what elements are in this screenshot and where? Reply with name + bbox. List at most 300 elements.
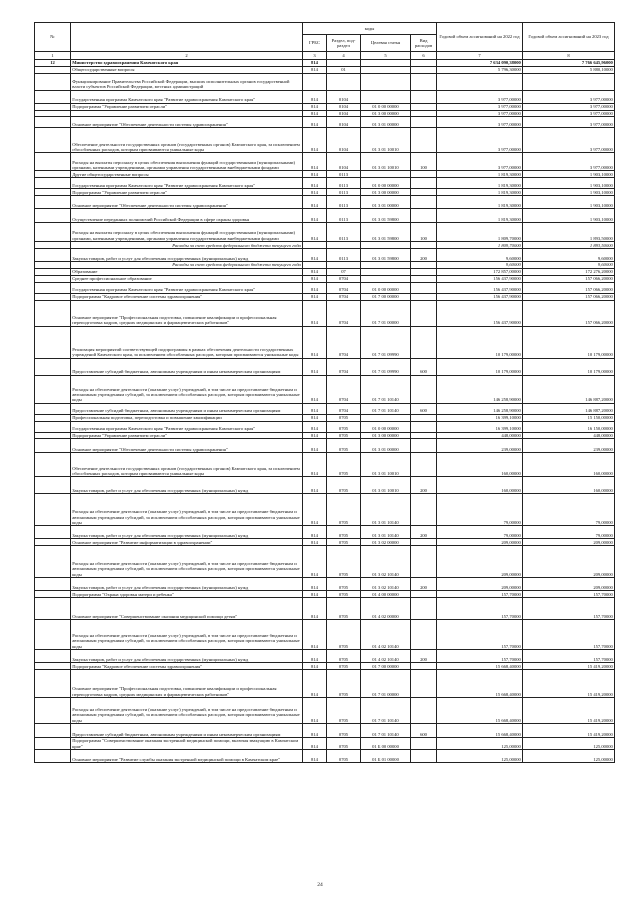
cell-celevaya: 01 3 01 10140	[361, 526, 411, 539]
cell-celevaya: 01 3 01 10140	[361, 494, 411, 526]
cell-vid	[411, 269, 437, 276]
cell-grbs: 814	[303, 414, 327, 421]
cell-vid: 200	[411, 249, 437, 262]
cell-no	[35, 223, 71, 242]
cell-no	[35, 326, 71, 358]
cell-sum-2022: 15 668,40000	[437, 698, 523, 724]
cell-sum-2022: 448,00000	[437, 432, 523, 439]
cell-celevaya: 01 7 01 10140	[361, 724, 411, 738]
cell-razdel: 0704	[327, 282, 361, 293]
header-index: 3	[303, 52, 327, 60]
cell-grbs: 814	[303, 591, 327, 598]
cell-name: Закупка товаров, работ и услуг для обеспечения государственных (муниципальных) нужд	[71, 650, 303, 663]
cell-sum-2023: 125,00000	[523, 750, 615, 763]
cell-no: 12	[35, 59, 71, 66]
cell-vid	[411, 698, 437, 724]
cell-sum-2022: 3 977,00000	[437, 103, 523, 110]
cell-no	[35, 282, 71, 293]
cell-celevaya: 01 4 02 10140	[361, 620, 411, 650]
cell-vid	[411, 620, 437, 650]
table-row	[35, 403, 615, 414]
cell-celevaya: 01 4 02 00000	[361, 598, 411, 620]
cell-sum-2023: 79,00000	[523, 494, 615, 526]
cell-sum-2022: 157,70000	[437, 598, 523, 620]
table-header	[35, 23, 615, 60]
cell-no	[35, 539, 71, 546]
table-row	[35, 275, 615, 282]
table-row	[35, 326, 615, 358]
table-row	[35, 90, 615, 103]
cell-no	[35, 375, 71, 403]
header-grbs: ГРБС	[303, 34, 327, 52]
cell-vid	[411, 439, 437, 453]
cell-name: Общегосударственные вопросы	[71, 66, 303, 73]
cell-sum-2022	[437, 73, 523, 90]
cell-vid	[411, 196, 437, 209]
cell-grbs: 814	[303, 209, 327, 223]
cell-sum-2023: 3 977,00000	[523, 110, 615, 117]
cell-grbs: 814	[303, 546, 327, 578]
cell-celevaya	[361, 66, 411, 73]
table-row	[35, 171, 615, 178]
cell-no	[35, 414, 71, 421]
cell-grbs: 814	[303, 275, 327, 282]
cell-name: Среднее профессиональное образование	[71, 275, 303, 282]
cell-sum-2022: 3 977,00000	[437, 110, 523, 117]
cell-vid	[411, 209, 437, 223]
cell-vid: 200	[411, 578, 437, 591]
cell-vid	[411, 282, 437, 293]
cell-sum-2022: 157,70000	[437, 591, 523, 598]
cell-razdel: 0704	[327, 403, 361, 414]
cell-celevaya: 01 7 00 00000	[361, 293, 411, 300]
cell-sum-2023: 10 179,00000	[523, 358, 615, 375]
cell-razdel: 0705	[327, 414, 361, 421]
cell-grbs: 814	[303, 103, 327, 110]
cell-razdel: 0705	[327, 724, 361, 738]
cell-name: Расходы за счет средств федерального бюджета текущего года	[71, 262, 303, 269]
cell-name: Государственная программа Камчатского края "Развитие здравоохранения Камчатского края"	[71, 90, 303, 103]
cell-celevaya: 01 3 01 00000	[361, 439, 411, 453]
cell-name: Расходы на обеспечение деятельности (оказание услуг) учреждений, в том числе на предоставление бюджетным и автономным учреждениям субсидий, за исключением обособленных расходов, которым присваиваются уникальные коды	[71, 620, 303, 650]
cell-celevaya: 01 Б 01 00000	[361, 750, 411, 763]
cell-sum-2022: 157,70000	[437, 650, 523, 663]
cell-sum-2023: 160,00000	[523, 477, 615, 494]
cell-grbs: 814	[303, 477, 327, 494]
cell-vid: 600	[411, 724, 437, 738]
cell-vid	[411, 171, 437, 178]
cell-razdel: 01	[327, 66, 361, 73]
cell-vid	[411, 117, 437, 128]
cell-sum-2023: 3 977,00000	[523, 117, 615, 128]
cell-razdel: 0113	[327, 189, 361, 196]
cell-sum-2023: 15 419,20000	[523, 724, 615, 738]
cell-razdel: 0113	[327, 223, 361, 242]
cell-no	[35, 526, 71, 539]
header-sum-2022: Годовой объем ассигнований на 2022 год	[437, 23, 523, 52]
cell-razdel: 0705	[327, 432, 361, 439]
table-row	[35, 110, 615, 117]
cell-celevaya: 01 3 02 10140	[361, 578, 411, 591]
cell-razdel: 0113	[327, 209, 361, 223]
cell-sum-2022: 146 258,90000	[437, 403, 523, 414]
cell-no	[35, 90, 71, 103]
cell-razdel: 0705	[327, 421, 361, 432]
cell-razdel: 0704	[327, 300, 361, 326]
cell-sum-2023: 15 150,00000	[523, 414, 615, 421]
cell-sum-2023: 7 766 645,96000	[523, 59, 615, 66]
cell-grbs: 814	[303, 249, 327, 262]
cell-no	[35, 128, 71, 153]
cell-vid: 200	[411, 477, 437, 494]
cell-razdel: 0705	[327, 670, 361, 698]
cell-sum-2022: 79,00000	[437, 494, 523, 526]
table-row	[35, 300, 615, 326]
cell-sum-2022: 172 857,00000	[437, 269, 523, 276]
cell-grbs: 814	[303, 178, 327, 189]
cell-no	[35, 738, 71, 750]
cell-name: Основное мероприятие "Совершенствование оказания медицинской помощи детям"	[71, 598, 303, 620]
table-row	[35, 494, 615, 526]
cell-sum-2022: 79,00000	[437, 526, 523, 539]
cell-sum-2022: 5 796,30000	[437, 66, 523, 73]
cell-grbs: 814	[303, 153, 327, 171]
cell-sum-2022: 239,00000	[437, 439, 523, 453]
cell-sum-2022: 209,00000	[437, 578, 523, 591]
table-row	[35, 453, 615, 477]
cell-no	[35, 73, 71, 90]
cell-vid	[411, 663, 437, 670]
cell-vid	[411, 670, 437, 698]
cell-vid	[411, 432, 437, 439]
cell-vid	[411, 598, 437, 620]
table-row	[35, 189, 615, 196]
cell-sum-2023: 146 887,20000	[523, 403, 615, 414]
cell-sum-2023: 1 903,10000	[523, 196, 615, 209]
cell-vid	[411, 73, 437, 90]
cell-sum-2023: 1 893,50000	[523, 242, 615, 249]
cell-no	[35, 650, 71, 663]
cell-name: Государственная программа Камчатского края "Развитие здравоохранения Камчатского края"	[71, 178, 303, 189]
cell-sum-2023: 157 066,20000	[523, 293, 615, 300]
table-row	[35, 196, 615, 209]
table-row	[35, 421, 615, 432]
cell-sum-2023: 157,70000	[523, 591, 615, 598]
cell-grbs: 814	[303, 110, 327, 117]
table-row	[35, 66, 615, 73]
table-row	[35, 432, 615, 439]
cell-razdel: 0104	[327, 117, 361, 128]
cell-sum-2023: 157 066,20000	[523, 300, 615, 326]
cell-razdel: 0113	[327, 178, 361, 189]
table-row	[35, 153, 615, 171]
cell-sum-2022: 1 819,30000	[437, 171, 523, 178]
header-index: 4	[327, 52, 361, 60]
cell-no	[35, 591, 71, 598]
cell-razdel: 0705	[327, 698, 361, 724]
cell-no	[35, 242, 71, 249]
table-row	[35, 269, 615, 276]
cell-celevaya: 01 Б 00 00000	[361, 738, 411, 750]
cell-name: Основное мероприятие "Развитие службы оказания экстренной медицинской помощи в Камчатском крае"	[71, 750, 303, 763]
cell-grbs: 814	[303, 117, 327, 128]
cell-sum-2023: 157 066,20000	[523, 275, 615, 282]
table-row	[35, 128, 615, 153]
header-index: 5	[361, 52, 411, 60]
cell-sum-2022: 10 179,00000	[437, 326, 523, 358]
cell-vid	[411, 103, 437, 110]
cell-vid: 100	[411, 153, 437, 171]
cell-name: Расходы на обеспечение деятельности (оказание услуг) учреждений, в том числе на предоставление бюджетным и автономным учреждениям субсидий, за исключением обособленных расходов, которым присваиваются уникальные коды	[71, 494, 303, 526]
table-row	[35, 620, 615, 650]
cell-celevaya: 01 3 02 00000	[361, 539, 411, 546]
cell-sum-2023: 1 903,10000	[523, 189, 615, 196]
cell-celevaya: 01 7 01 09990	[361, 326, 411, 358]
cell-grbs: 814	[303, 738, 327, 750]
cell-celevaya	[361, 73, 411, 90]
cell-sum-2023: 15 419,20000	[523, 663, 615, 670]
cell-sum-2022: 156 437,90000	[437, 300, 523, 326]
cell-celevaya: 01 4 00 00000	[361, 591, 411, 598]
cell-razdel: 0705	[327, 738, 361, 750]
cell-razdel	[327, 73, 361, 90]
cell-vid	[411, 242, 437, 249]
header-index: 6	[411, 52, 437, 60]
cell-razdel: 0705	[327, 578, 361, 591]
cell-sum-2022: 3 977,00000	[437, 128, 523, 153]
cell-name: Предоставление субсидий бюджетным, автономным учреждениям и иным некоммерческим организациям	[71, 358, 303, 375]
cell-name: Закупка товаров, работ и услуг для обеспечения государственных (муниципальных) нужд	[71, 249, 303, 262]
cell-sum-2023: 125,00000	[523, 738, 615, 750]
header-index: 2	[71, 52, 303, 60]
cell-sum-2022: 156 437,90000	[437, 275, 523, 282]
cell-razdel: 0704	[327, 358, 361, 375]
cell-name: Расходы на выплаты персоналу в целях обеспечения выполнения функций государственными (муниципальными) органами, казенными учреждениями, органами управления государственными внебюджетными фондами	[71, 153, 303, 171]
header-index: 1	[35, 52, 71, 60]
cell-celevaya: 01 3 01 10010	[361, 128, 411, 153]
table-row	[35, 663, 615, 670]
cell-vid	[411, 189, 437, 196]
cell-sum-2023: 146 887,20000	[523, 375, 615, 403]
cell-grbs: 814	[303, 724, 327, 738]
cell-celevaya: 01 3 01 59800	[361, 249, 411, 262]
cell-no	[35, 196, 71, 209]
header-celevaya: Целевая статья	[361, 34, 411, 52]
cell-vid	[411, 453, 437, 477]
cell-vid	[411, 414, 437, 421]
cell-vid	[411, 128, 437, 153]
cell-name: Основное мероприятие "Обеспечение деятельности системы здравоохранения"	[71, 439, 303, 453]
cell-sum-2023: 10 179,00000	[523, 326, 615, 358]
cell-sum-2023: 157,70000	[523, 620, 615, 650]
cell-vid	[411, 275, 437, 282]
cell-celevaya	[361, 262, 411, 269]
table-row	[35, 375, 615, 403]
cell-celevaya: 01 3 01 10010	[361, 453, 411, 477]
cell-sum-2022: 3 977,00000	[437, 117, 523, 128]
table-row	[35, 414, 615, 421]
cell-razdel: 0704	[327, 275, 361, 282]
cell-sum-2022: 15 668,40000	[437, 663, 523, 670]
page-number: 24	[317, 882, 323, 888]
cell-vid	[411, 300, 437, 326]
table-row	[35, 539, 615, 546]
cell-sum-2022: 1 819,30000	[437, 178, 523, 189]
table-row	[35, 650, 615, 663]
cell-sum-2023: 209,00000	[523, 578, 615, 591]
cell-celevaya	[361, 171, 411, 178]
cell-name: Закупка товаров, работ и услуг для обеспечения государственных (муниципальных) нужд	[71, 578, 303, 591]
cell-razdel: 0705	[327, 494, 361, 526]
cell-sum-2023: 3 977,00000	[523, 153, 615, 171]
cell-vid	[411, 591, 437, 598]
cell-celevaya: 01 7 01 10140	[361, 698, 411, 724]
cell-no	[35, 153, 71, 171]
cell-grbs: 814	[303, 326, 327, 358]
cell-celevaya: 01 0 00 00000	[361, 103, 411, 110]
cell-no	[35, 262, 71, 269]
cell-sum-2022: 1 819,30000	[437, 209, 523, 223]
cell-name	[71, 110, 303, 117]
cell-grbs: 814	[303, 269, 327, 276]
cell-no	[35, 189, 71, 196]
table-row	[35, 59, 615, 66]
cell-celevaya: 01 3 01 59800	[361, 223, 411, 242]
cell-sum-2022: 15 668,40000	[437, 670, 523, 698]
cell-name: Подпрограмма "Кадровое обеспечение системы здравоохранения"	[71, 293, 303, 300]
cell-razdel: 0104	[327, 103, 361, 110]
cell-sum-2022: 209,00000	[437, 546, 523, 578]
cell-razdel: 0705	[327, 439, 361, 453]
cell-vid	[411, 262, 437, 269]
cell-no	[35, 670, 71, 698]
cell-grbs: 814	[303, 650, 327, 663]
cell-no	[35, 403, 71, 414]
cell-sum-2023: 3 977,00000	[523, 103, 615, 110]
cell-no	[35, 663, 71, 670]
cell-no	[35, 171, 71, 178]
cell-no	[35, 358, 71, 375]
cell-name: Государственная программа Камчатского края "Развитие здравоохранения Камчатского края"	[71, 421, 303, 432]
table-row	[35, 103, 615, 110]
table-row	[35, 738, 615, 750]
cell-no	[35, 598, 71, 620]
cell-sum-2022: 7 634 090,38000	[437, 59, 523, 66]
cell-celevaya: 01 3 01 59800	[361, 209, 411, 223]
cell-name: Функционирование Правительства Российской Федерации, высших исполнительных органов государственной власти субъектов Российской Федерации, местных администраций	[71, 73, 303, 90]
cell-sum-2023: 15 419,20000	[523, 698, 615, 724]
cell-sum-2023: 5 880,10000	[523, 66, 615, 73]
cell-sum-2023: 172 276,20000	[523, 269, 615, 276]
cell-sum-2022: 9,60000	[437, 262, 523, 269]
cell-grbs: 814	[303, 432, 327, 439]
cell-grbs: 814	[303, 223, 327, 242]
cell-grbs: 814	[303, 358, 327, 375]
table-row	[35, 242, 615, 249]
cell-vid	[411, 375, 437, 403]
budget-table	[34, 22, 615, 763]
cell-sum-2023: 9,60000	[523, 262, 615, 269]
cell-sum-2023: 448,00000	[523, 432, 615, 439]
cell-no	[35, 477, 71, 494]
cell-sum-2022: 146 258,90000	[437, 375, 523, 403]
cell-no	[35, 293, 71, 300]
cell-grbs: 814	[303, 578, 327, 591]
cell-name: Другие общегосударственные вопросы	[71, 171, 303, 178]
cell-name: Обеспечение деятельности государственных органов (государственных органов) Камчатского края, за исключением обособленных расходов, которым присваиваются уникальные коды	[71, 128, 303, 153]
cell-razdel: 0104	[327, 110, 361, 117]
cell-no	[35, 750, 71, 763]
cell-grbs: 814	[303, 171, 327, 178]
table-row	[35, 477, 615, 494]
cell-celevaya: 01 4 02 10140	[361, 650, 411, 663]
cell-sum-2022: 16 399,10000	[437, 421, 523, 432]
cell-sum-2023: 157 066,20000	[523, 282, 615, 293]
cell-sum-2023: 15 419,20000	[523, 670, 615, 698]
cell-vid	[411, 59, 437, 66]
cell-sum-2023: 1 903,10000	[523, 178, 615, 189]
cell-sum-2022: 157,70000	[437, 620, 523, 650]
cell-celevaya: 01 0 00 00000	[361, 178, 411, 189]
cell-celevaya	[361, 269, 411, 276]
cell-no	[35, 620, 71, 650]
cell-vid	[411, 421, 437, 432]
cell-sum-2023: 209,00000	[523, 539, 615, 546]
table-row	[35, 73, 615, 90]
cell-sum-2023	[523, 73, 615, 90]
cell-vid: 600	[411, 403, 437, 414]
cell-razdel: 0104	[327, 90, 361, 103]
cell-celevaya: 01 7 00 00000	[361, 663, 411, 670]
cell-name: Министерство здравоохранения Камчатского края	[71, 59, 303, 66]
cell-sum-2023: 3 977,00000	[523, 128, 615, 153]
cell-name: Подпрограмма "Управление развитием отрасли"	[71, 432, 303, 439]
cell-no	[35, 698, 71, 724]
cell-grbs: 814	[303, 453, 327, 477]
cell-sum-2022: 156 437,90000	[437, 282, 523, 293]
cell-sum-2022: 9,60000	[437, 249, 523, 262]
cell-razdel: 0113	[327, 196, 361, 209]
cell-vid	[411, 738, 437, 750]
cell-celevaya	[361, 242, 411, 249]
cell-name: Основное мероприятие "Обеспечение деятельности системы здравоохранения"	[71, 196, 303, 209]
cell-grbs: 814	[303, 300, 327, 326]
cell-grbs: 814	[303, 282, 327, 293]
header-index: 8	[523, 52, 615, 60]
cell-grbs: 814	[303, 620, 327, 650]
cell-no	[35, 546, 71, 578]
cell-celevaya: 01 3 02 10140	[361, 546, 411, 578]
table-row	[35, 578, 615, 591]
table-row	[35, 262, 615, 269]
cell-sum-2022: 3 977,00000	[437, 90, 523, 103]
cell-grbs: 814	[303, 375, 327, 403]
cell-sum-2022: 1 809,70000	[437, 223, 523, 242]
table-row	[35, 249, 615, 262]
cell-sum-2022: 1 809,70000	[437, 242, 523, 249]
cell-name: Основное мероприятие "Обеспечение деятельности системы здравоохранения"	[71, 117, 303, 128]
cell-grbs: 814	[303, 59, 327, 66]
cell-sum-2023: 9,60000	[523, 249, 615, 262]
cell-celevaya: 01 3 01 10010	[361, 477, 411, 494]
cell-vid	[411, 293, 437, 300]
cell-grbs	[303, 73, 327, 90]
cell-name: Государственная программа Камчатского края "Развитие здравоохранения Камчатского края"	[71, 282, 303, 293]
table-row	[35, 439, 615, 453]
cell-no	[35, 178, 71, 189]
header-index: 7	[437, 52, 523, 60]
table-row	[35, 670, 615, 698]
